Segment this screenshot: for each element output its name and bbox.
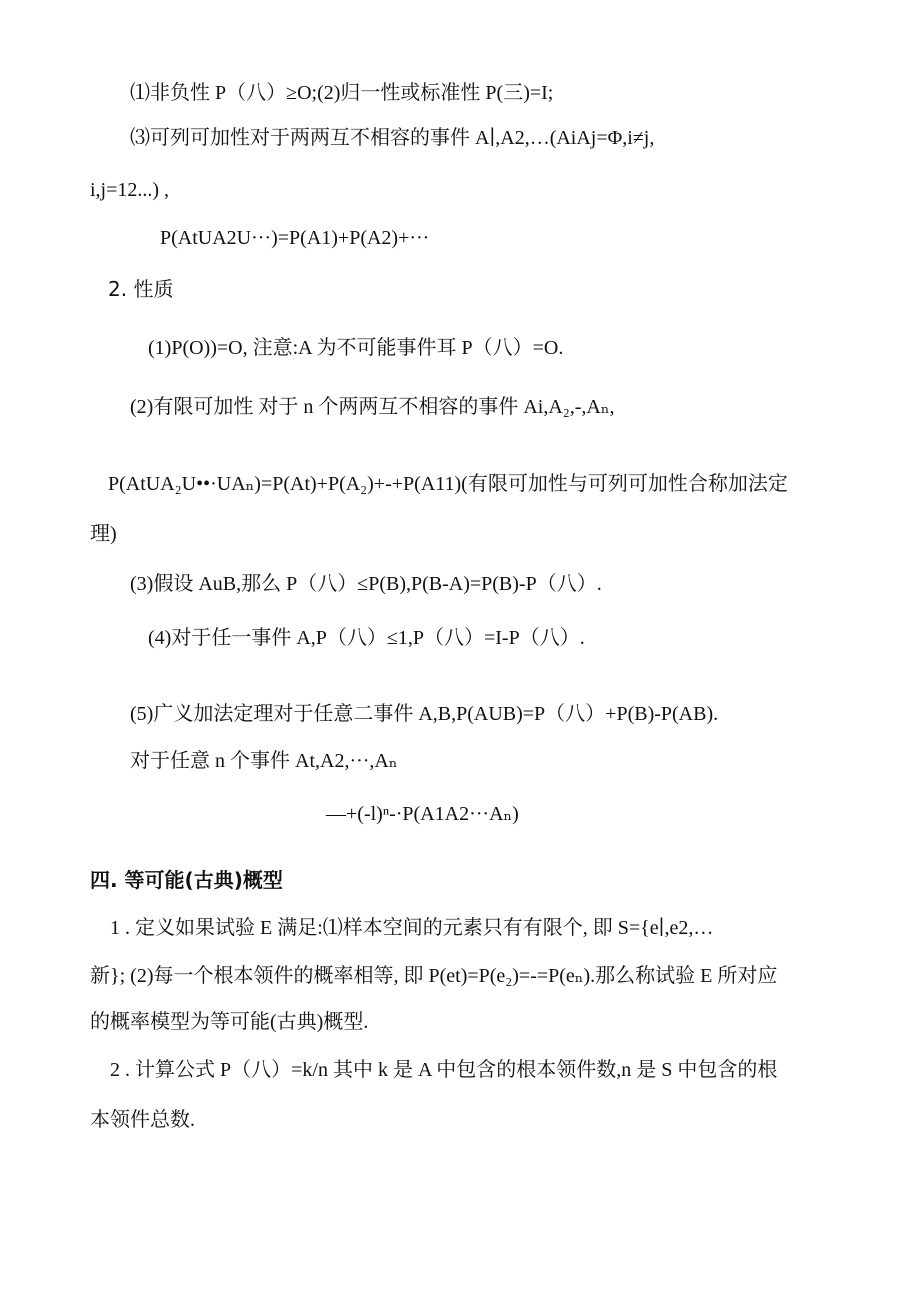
- formula-classical-probability-cont: 本领件总数.: [90, 1109, 195, 1131]
- property-1-null-event: (1)P(O))=O, 注意:A 为不可能事件耳 P（八）=O.: [148, 337, 564, 359]
- definition-classical-model-cont-1: 新}; (2)每一个根本领件的概率相等, 即 P(et)=P(e₂)=-=P(eₙ).那么称试验 E 所对应: [90, 965, 778, 987]
- property-4-complement: (4)对于任一事件 A,P（八）≤1,P（八）=I-P（八）.: [148, 627, 585, 649]
- section-classical-probability-title: 四. 等可能(古典)概型: [90, 868, 283, 892]
- formula-inclusion-exclusion-tail: —+(-l)ⁿ-·P(A1A2···Aₙ): [326, 803, 519, 825]
- property-nonnegativity-normalization: ⑴非负性 P（八）≥O;(2)归一性或标准性 P(三)=I;: [130, 82, 554, 104]
- formula-countable-additivity: P(AtUA2U···)=P(A1)+P(A2)+···: [160, 227, 430, 249]
- property-3-subset: (3)假设 AuB,那么 P（八）≤P(B),P(B-A)=P(B)-P（八）.: [130, 573, 602, 595]
- property-countable-additivity-cont: i,j=12...) ,: [90, 179, 170, 201]
- formula-finite-additivity: P(AtUA₂U••·UAₙ)=P(At)+P(A₂)+-+P(A11)(有限可加性与可列可加性合称加法定: [108, 473, 788, 495]
- section-properties-title: 2. 性质: [108, 277, 174, 301]
- property-5-general-addition: (5)广义加法定理对于任意二事件 A,B,P(AUB)=P（八）+P(B)-P(AB).: [130, 703, 719, 725]
- definition-classical-model-cont-2: 的概率模型为等可能(古典)概型.: [90, 1011, 369, 1033]
- formula-classical-probability: 2 . 计算公式 P（八）=k/n 其中 k 是 A 中包含的根本领件数,n 是 S 中包含的根: [110, 1059, 778, 1081]
- formula-finite-additivity-cont: 理): [90, 523, 117, 545]
- property-countable-additivity: ⑶可列可加性对于两两互不相容的事件 A∣,A2,…(AiAj=Φ,i≠j,: [130, 127, 655, 149]
- definition-classical-model: 1 . 定义如果试验 E 满足:⑴样本空间的元素只有有限个, 即 S={e∣,e2,…: [110, 917, 714, 939]
- property-5-n-events: 对于任意 n 个事件 At,A2,···,Aₙ: [130, 750, 398, 772]
- property-2-finite-additivity: (2)有限可加性 对于 n 个两两互不相容的事件 Ai,A₂,-,Aₙ,: [130, 396, 615, 418]
